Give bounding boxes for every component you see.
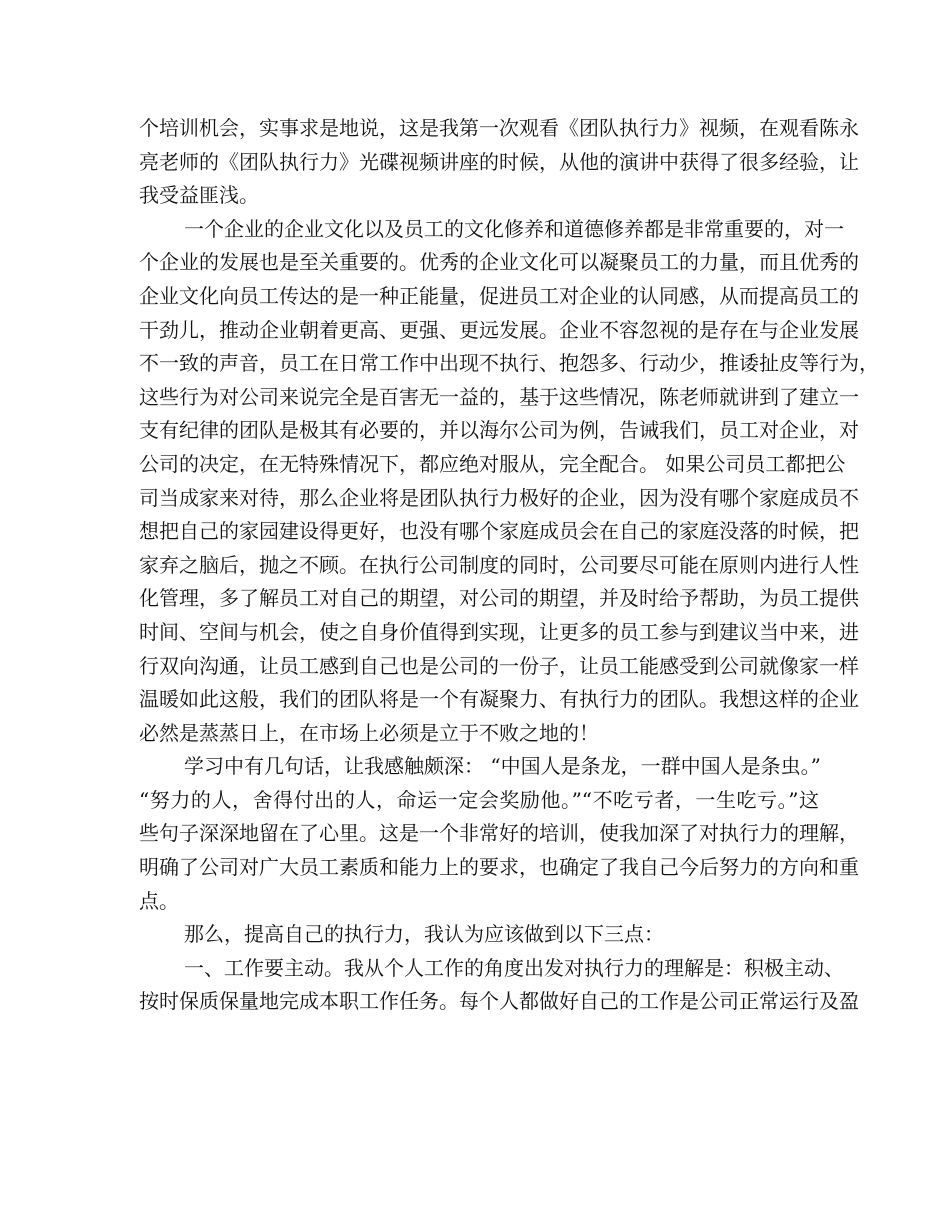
text-line: 支有纪律的团队是极其有必要的，并以海尔公司为例，告诫我们，员工对企业，对 (139, 418, 859, 443)
text-line: 必然是蒸蒸日上，在市场上必须是立于不败之地的！ (139, 720, 599, 745)
body-text (139, 112, 879, 1019)
text-line: 公司的决定，在无特殊情况下，都应绝对服从，完全配合。 如果公司员工都把公 (139, 451, 846, 476)
text-line: 按时保质保量地完成本职工作任务。每个人都做好自己的工作是公司正常运行及盈 (139, 989, 859, 1014)
text-line: 那么，提高自己的执行力，我认为应该做到以下三点： (184, 922, 664, 947)
text-line: 个企业的发展也是至关重要的。优秀的企业文化可以凝聚员工的力量，而且优秀的 (139, 250, 859, 275)
text-line: 点。 (139, 888, 179, 913)
text-line: 一个企业的企业文化以及员工的文化修养和道德修养都是非常重要的，对一 (184, 216, 844, 241)
text-line: 亮老师的《团队执行力》光碟视频讲座的时候，从他的演讲中获得了很多经验，让 (139, 149, 859, 174)
text-line: 我受益匪浅。 (139, 183, 259, 208)
text-line: 明确了公司对广大员工素质和能力上的要求，也确定了我自己今后努力的方向和重 (139, 855, 859, 880)
text-line: 一、工作要主动。我从个人工作的角度出发对执行力的理解是：积极主动、 (184, 955, 844, 980)
text-line: 司当成家来对待，那么企业将是团队执行力极好的企业，因为没有哪个家庭成员不 (139, 485, 859, 510)
text-line: 温暖如此这般，我们的团队将是一个有凝聚力、有执行力的团队。我想这样的企业 (139, 687, 859, 712)
text-line: 时间、空间与机会，使之自身价值得到实现，让更多的员工参与到建议当中来，进 (139, 619, 859, 644)
text-line: 行双向沟通，让员工感到自己也是公司的一份子，让员工能感受到公司就像家一样 (139, 653, 859, 678)
text-line: 干劲儿，推动企业朝着更高、更强、更远发展。企业不容忽视的是存在与企业发展 (139, 317, 859, 342)
text-line: 想把自己的家园建设得更好，也没有哪个家庭成员会在自己的家庭没落的时候，把 (139, 519, 859, 544)
text-line: 家弃之脑后，抛之不顾。在执行公司制度的同时，公司要尽可能在原则内进行人性 (139, 552, 859, 577)
text-line: 这些行为对公司来说完全是百害无一益的，基于这些情况，陈老师就讲到了建立一 (139, 384, 859, 409)
text-line: 企业文化向员工传达的是一种正能量，促进员工对企业的认同感，从而提高员工的 (139, 283, 859, 308)
text-line: 些句子深深地留在了心里。这是一个非常好的培训，使我加深了对执行力的理解， (139, 821, 859, 846)
text-line: 学习中有几句话，让我感触颇深： “中国人是条龙，一群中国人是条虫。” (184, 754, 821, 779)
text-line: 个培训机会，实事求是地说，这是我第一次观看《团队执行力》视频，在观看陈永 (139, 116, 859, 140)
text-line: 不一致的声音，员工在日常工作中出现不执行、抱怨多、行动少，推诿扯皮等行为， (139, 351, 879, 376)
text-line: 化管理，多了解员工对自己的期望，对公司的期望，并及时给予帮助，为员工提供 (139, 586, 859, 611)
text-line: “努力的人，舍得付出的人，命运一定会奖励他。”“不吃亏者，一生吃亏。”这 (139, 787, 819, 812)
